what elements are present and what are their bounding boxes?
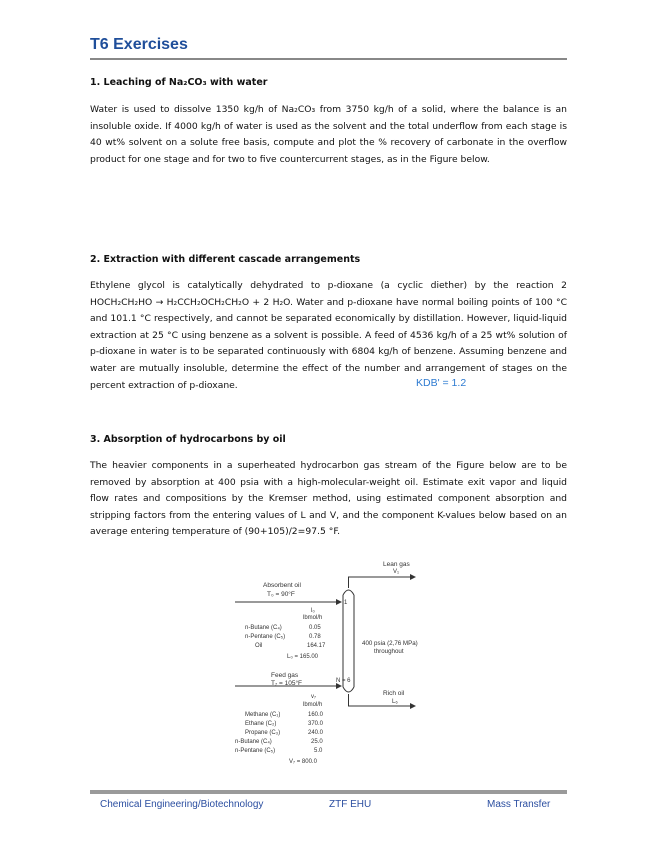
v7-total: V₇ = 800.0 — [289, 759, 317, 765]
oil-row-2-name: Oil — [255, 643, 263, 649]
stage-top-label: 1 — [344, 600, 348, 606]
oil-row-0-value: 0.05 — [309, 625, 321, 631]
page-title: T6 Exercises — [90, 36, 188, 53]
section-2-body: Ethylene glycol is catalytically dehydrated to p-dioxane (a cyclic diether) by the reaction 2 HOCH₂CH₂HO → H₂CCH₂OCH₂CH₂O + 2 H₂O. Water and p-dioxane have normal boiling points of 100 °C and 101.1 °C respectively, and cannot be separated economically by distillation. However, liquid-liquid extraction at 25 °C using benzene as a solvent is possible. A feed of 4536 kg/h of a 25 wt% solution of p-dioxane in water is to be separated continuously with 6804 kg/h of benzene. Assuming benzene and water are mutually insoluble, determine the effect of the number and arrangement of stages on the percent extraction of p-dioxane. — [90, 280, 567, 391]
oil-unit: lbmol/h — [303, 615, 323, 621]
stage-bottom-label: N = 6 — [336, 678, 351, 684]
feed-row-1-name: Ethane (C₂) — [245, 721, 277, 727]
l0-symbol: l₀ — [311, 608, 315, 614]
rich-oil-symbol: L₆ — [392, 699, 398, 705]
feed-row-4-name: n-Pentane (C₅) — [235, 748, 276, 754]
feed-gas-label: Feed gas — [271, 672, 299, 679]
title-divider — [90, 58, 567, 60]
section-3-body: The heavier components in a superheated hydrocarbon gas stream of the Figure below are to be removed by absorption at 400 psia with a high-molecular-weight oil. Estimate exit vapor and liquid flow rates and compositions by the Kremser method, using estimated component absorption and stripping factors from the entering values of L and V, and the component K-values below based on an average entering temperature of (90+105)/2=97.5 °F. — [90, 460, 567, 538]
section-3-heading: 3. Absorption of hydrocarbons by oil — [90, 434, 286, 445]
lean-gas-label: Lean gas — [383, 561, 410, 568]
feed-row-2-name: Propane (C₃) — [245, 730, 281, 736]
lean-gas-line — [349, 577, 416, 588]
section-1-body: Water is used to dissolve 1350 kg/h of Na₂CO₃ from 3750 kg/h of a solid, where the balance is an insoluble oxide. If 4000 kg/h of water is used as the solvent and the total underflow from each stage is 40 wt% solvent on a solute free basis, compute and plot the % recovery of carbonate in the overflow product for one stage and for two to five countercurrent stages, as in the Figure below. — [90, 104, 567, 165]
l0-total: L₀ = 165.00 — [287, 654, 319, 660]
rich-oil-line — [349, 694, 416, 706]
v7-symbol: v₇ — [311, 694, 317, 700]
feed-row-3-value: 25.0 — [311, 739, 323, 745]
oil-row-2-value: 164.17 — [307, 643, 326, 649]
footer-left: Chemical Engineering/Biotechnology — [100, 799, 264, 810]
feed-temp: T₇ = 105°F — [271, 680, 303, 687]
feed-row-4-value: 5.0 — [314, 748, 323, 754]
pressure-label: 400 psia (2,76 MPa) — [362, 640, 418, 647]
footer-right: Mass Transfer — [487, 799, 551, 810]
oil-row-1-value: 0.78 — [309, 634, 321, 640]
column-bottom-head — [343, 687, 354, 692]
oil-row-0-name: n-Butane (C₄) — [245, 625, 282, 631]
oil-composition-table — [245, 625, 326, 660]
feed-row-0-name: Methane (C₁) — [245, 712, 281, 718]
feed-row-2-value: 240.0 — [308, 730, 324, 736]
feed-unit: lbmol/h — [303, 702, 323, 708]
absorbent-temp: T₀ = 90°F — [267, 591, 295, 598]
feed-row-0-value: 160.0 — [308, 712, 324, 718]
footer-center: ZTF EHU — [329, 799, 372, 810]
absorber-figure — [225, 555, 435, 773]
section-2-heading: 2. Extraction with different cascade arrangements — [90, 254, 361, 265]
feed-row-3-name: n-Butane (C₄) — [235, 739, 272, 745]
lean-gas-symbol: V₁ — [393, 569, 400, 575]
kdb-note: KDB' = 1.2 — [416, 377, 467, 389]
absorbent-oil-label: Absorbent oil — [263, 582, 301, 589]
section-1-heading: 1. Leaching of Na₂CO₃ with water — [90, 77, 268, 88]
pressure-label-2: throughout — [374, 648, 404, 655]
feed-composition-table — [235, 712, 324, 765]
feed-row-1-value: 370.0 — [308, 721, 324, 727]
column-top-head — [343, 590, 354, 595]
footer-divider — [90, 790, 567, 794]
rich-oil-label: Rich oil — [383, 690, 405, 697]
oil-row-1-name: n-Pentane (C₅) — [245, 634, 286, 640]
